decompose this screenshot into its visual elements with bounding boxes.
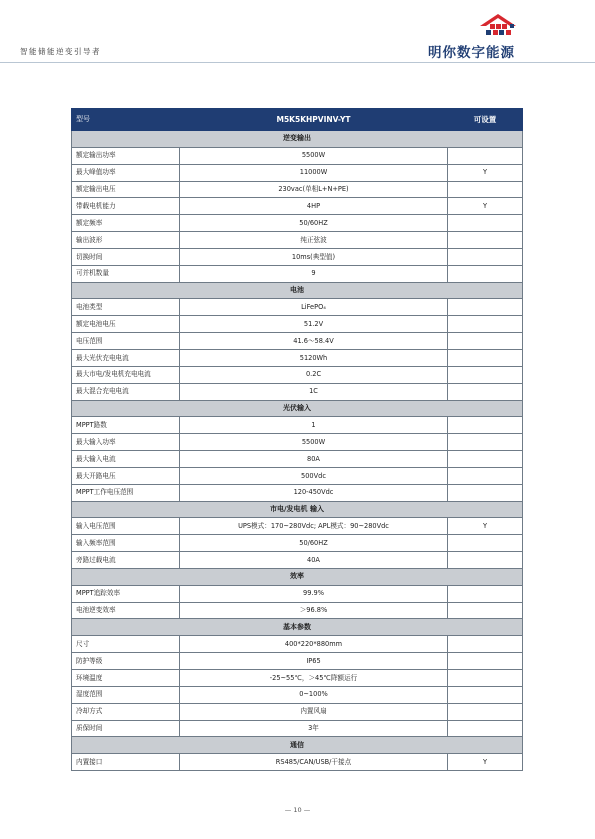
parameter-value: 99.9% — [180, 585, 448, 602]
table-row — [72, 232, 523, 249]
header-divider — [0, 62, 595, 63]
parameter-value: 纯正弦波 — [180, 232, 448, 249]
table-row — [72, 518, 523, 535]
parameter-label: 质保时间 — [72, 720, 180, 737]
parameter-label: 内置接口 — [72, 754, 180, 771]
parameter-value: 500Vdc — [180, 467, 448, 484]
table-row — [72, 248, 523, 265]
parameter-value: 3年 — [180, 720, 448, 737]
section-title: 逆变输出 — [72, 131, 523, 148]
parameter-value: 4HP — [180, 198, 448, 215]
parameter-label: 最大输入功率 — [72, 434, 180, 451]
parameter-label: 旁路过载电流 — [72, 552, 180, 569]
model-name: M5K5KHPVINV-YT — [180, 109, 448, 131]
table-row — [72, 164, 523, 181]
parameter-label: 环境温度 — [72, 670, 180, 687]
settable-mark — [448, 333, 523, 350]
table-row — [72, 316, 523, 333]
table-row — [72, 552, 523, 569]
settable-mark — [448, 585, 523, 602]
table-row — [72, 467, 523, 484]
parameter-value: 120-450Vdc — [180, 484, 448, 501]
settable-mark — [448, 686, 523, 703]
parameter-value: 50/60HZ — [180, 215, 448, 232]
table-row — [72, 484, 523, 501]
parameter-value: 11000W — [180, 164, 448, 181]
parameter-label: 湿度范围 — [72, 686, 180, 703]
settable-mark — [448, 535, 523, 552]
page-number: — 10 — — [284, 806, 311, 814]
parameter-label: 尺寸 — [72, 636, 180, 653]
parameter-value: RS485/CAN/USB/干接点 — [180, 754, 448, 771]
settable-mark — [448, 181, 523, 198]
settable-header: 可设置 — [448, 109, 523, 131]
parameter-label: 电池逆变效率 — [72, 602, 180, 619]
table-row — [72, 147, 523, 164]
settable-mark: Y — [448, 518, 523, 535]
table-row — [72, 451, 523, 468]
table-row — [72, 754, 523, 771]
settable-mark — [448, 552, 523, 569]
company-logo-icon — [458, 12, 538, 42]
parameter-label: 最大光伏充电电流 — [72, 349, 180, 366]
table-row — [72, 720, 523, 737]
model-label: 型号 — [72, 109, 180, 131]
settable-mark — [448, 248, 523, 265]
table-row — [72, 602, 523, 619]
parameter-label: 额定电池电压 — [72, 316, 180, 333]
settable-mark — [448, 451, 523, 468]
settable-mark — [448, 232, 523, 249]
parameter-value: 1 — [180, 417, 448, 434]
table-row — [72, 636, 523, 653]
table-row — [72, 383, 523, 400]
parameter-label: 输出波形 — [72, 232, 180, 249]
table-row — [72, 670, 523, 687]
parameter-value: 51.2V — [180, 316, 448, 333]
settable-mark — [448, 215, 523, 232]
parameter-value: IP65 — [180, 653, 448, 670]
table-row — [72, 686, 523, 703]
parameter-label: 最大混合充电电流 — [72, 383, 180, 400]
table-row — [72, 181, 523, 198]
parameter-label: 额定输出电压 — [72, 181, 180, 198]
parameter-label: 可并机数量 — [72, 265, 180, 282]
table-row — [72, 585, 523, 602]
settable-mark — [448, 265, 523, 282]
section-header-row — [72, 568, 523, 585]
section-header-row — [72, 400, 523, 417]
settable-mark — [448, 434, 523, 451]
parameter-label: MPPT追踪效率 — [72, 585, 180, 602]
table-row — [72, 417, 523, 434]
table-row — [72, 299, 523, 316]
settable-mark — [448, 349, 523, 366]
parameter-value: -25~55℃，＞45℃降额运行 — [180, 670, 448, 687]
parameter-value: 10ms(典型值) — [180, 248, 448, 265]
parameter-label: 切换时间 — [72, 248, 180, 265]
parameter-label: 额定输出功率 — [72, 147, 180, 164]
parameter-label: 冷却方式 — [72, 703, 180, 720]
parameter-value: 1C — [180, 383, 448, 400]
parameter-label: 最大输入电流 — [72, 451, 180, 468]
parameter-label: 防护等级 — [72, 653, 180, 670]
parameter-label: 最大峰值功率 — [72, 164, 180, 181]
table-row — [72, 349, 523, 366]
parameter-value: 9 — [180, 265, 448, 282]
section-title: 光伏输入 — [72, 400, 523, 417]
section-title: 基本参数 — [72, 619, 523, 636]
parameter-label: 带载电机能力 — [72, 198, 180, 215]
document-header-title: 智能储能逆变引导者 — [20, 47, 101, 56]
parameter-label: 电池类型 — [72, 299, 180, 316]
parameter-value: 400*220*880mm — [180, 636, 448, 653]
table-row — [72, 535, 523, 552]
settable-mark: Y — [448, 164, 523, 181]
parameter-label: 输入频率范围 — [72, 535, 180, 552]
table-row — [72, 366, 523, 383]
parameter-label: 最大市电/发电机充电电流 — [72, 366, 180, 383]
settable-mark: Y — [448, 198, 523, 215]
settable-mark — [448, 417, 523, 434]
parameter-value: 5500W — [180, 147, 448, 164]
parameter-label: MPPT工作电压范围 — [72, 484, 180, 501]
table-row — [72, 215, 523, 232]
settable-mark — [448, 720, 523, 737]
section-header-row — [72, 737, 523, 754]
parameter-value: 50/60HZ — [180, 535, 448, 552]
parameter-label: 输入电压范围 — [72, 518, 180, 535]
parameter-value: 230vac(单相L+N+PE) — [180, 181, 448, 198]
parameter-value: 5500W — [180, 434, 448, 451]
parameter-value: UPS模式：170~280Vdc; APL模式：90~280Vdc — [180, 518, 448, 535]
table-header-row — [72, 109, 523, 131]
section-header-row — [72, 619, 523, 636]
spec-table — [71, 108, 523, 771]
section-title: 效率 — [72, 568, 523, 585]
parameter-value: LiFePO₄ — [180, 299, 448, 316]
settable-mark — [448, 670, 523, 687]
settable-mark — [448, 484, 523, 501]
section-title: 市电/发电机 输入 — [72, 501, 523, 518]
settable-mark — [448, 366, 523, 383]
settable-mark: Y — [448, 754, 523, 771]
parameter-label: 最大开路电压 — [72, 467, 180, 484]
parameter-label: 电压范围 — [72, 333, 180, 350]
parameter-value: 41.6～58.4V — [180, 333, 448, 350]
section-title: 电池 — [72, 282, 523, 299]
parameter-value: 内置风扇 — [180, 703, 448, 720]
settable-mark — [448, 383, 523, 400]
parameter-label: 额定频率 — [72, 215, 180, 232]
settable-mark — [448, 602, 523, 619]
table-row — [72, 434, 523, 451]
settable-mark — [448, 147, 523, 164]
brand-name: 明你数字能源 — [428, 45, 515, 61]
parameter-value: 40A — [180, 552, 448, 569]
parameter-label: MPPT路数 — [72, 417, 180, 434]
section-title: 通信 — [72, 737, 523, 754]
settable-mark — [448, 636, 523, 653]
table-row — [72, 703, 523, 720]
table-row — [72, 265, 523, 282]
parameter-value: 0~100% — [180, 686, 448, 703]
table-row — [72, 653, 523, 670]
table-row — [72, 333, 523, 350]
parameter-value: 0.2C — [180, 366, 448, 383]
settable-mark — [448, 653, 523, 670]
parameter-value: 5120Wh — [180, 349, 448, 366]
settable-mark — [448, 299, 523, 316]
parameter-value: ＞96.8% — [180, 602, 448, 619]
section-header-row — [72, 282, 523, 299]
table-row — [72, 198, 523, 215]
settable-mark — [448, 316, 523, 333]
parameter-value: 80A — [180, 451, 448, 468]
settable-mark — [448, 703, 523, 720]
section-header-row — [72, 131, 523, 148]
settable-mark — [448, 467, 523, 484]
section-header-row — [72, 501, 523, 518]
